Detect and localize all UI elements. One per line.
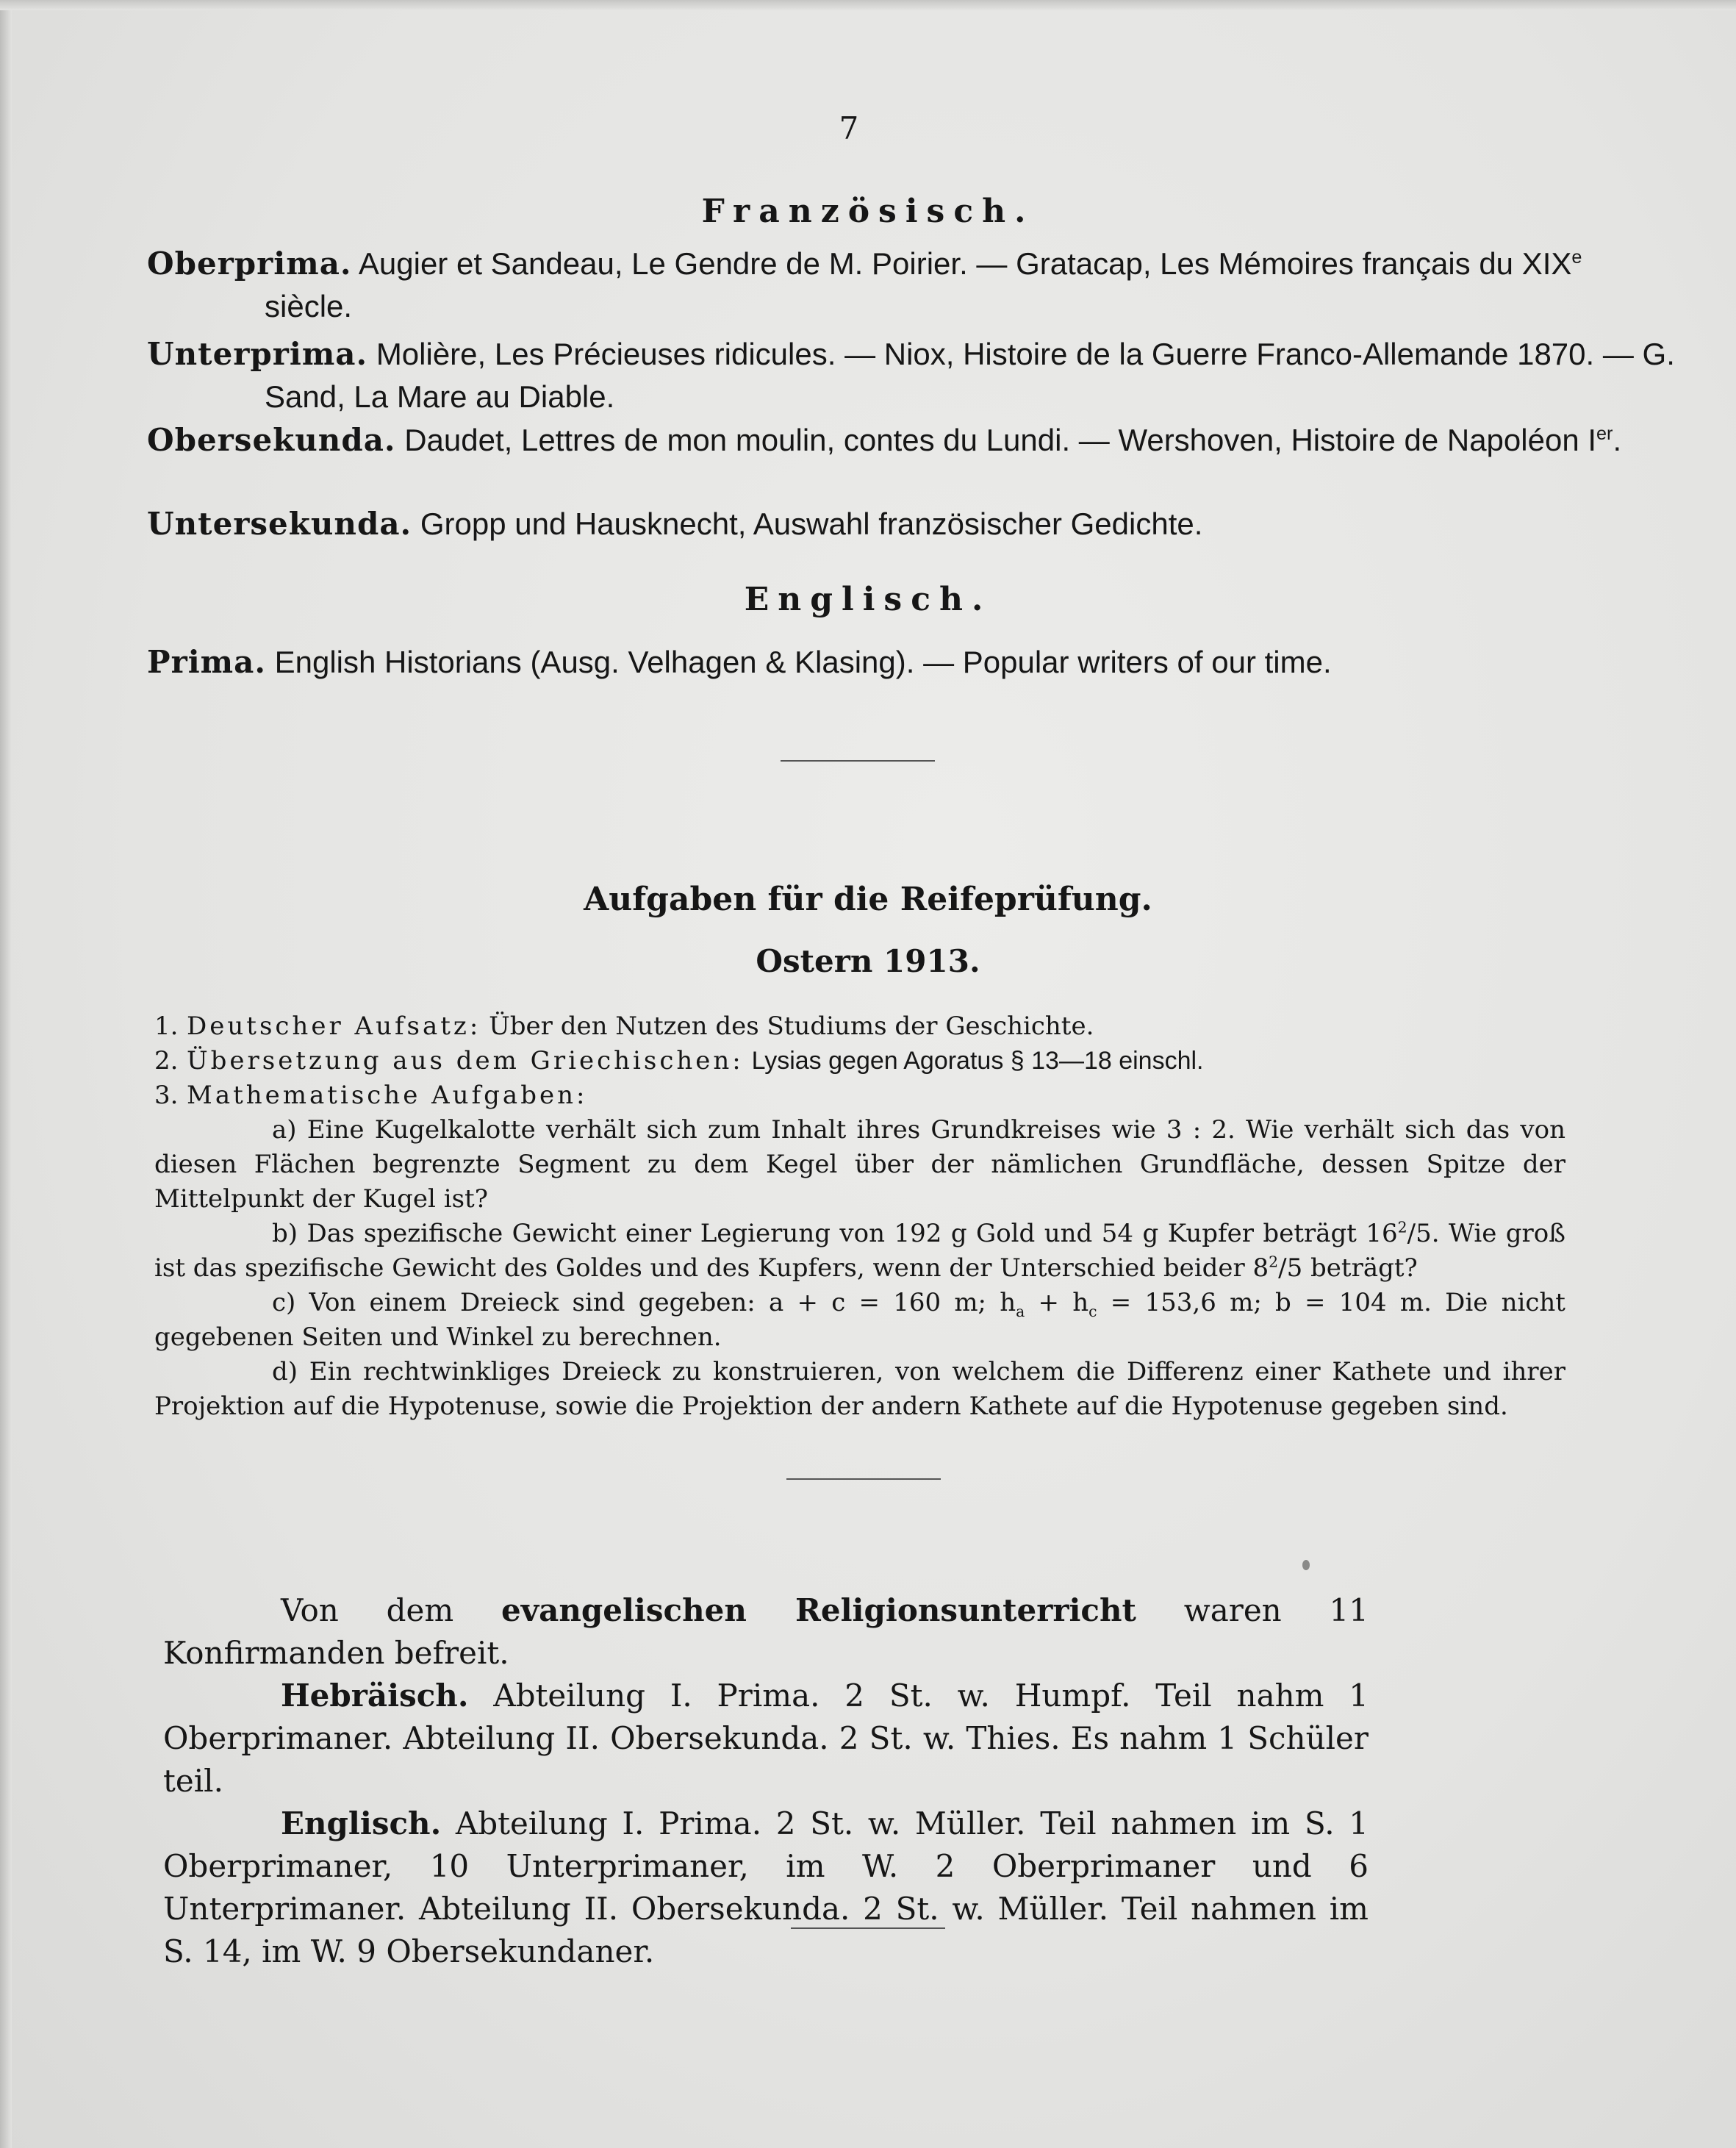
section-divider bbox=[781, 760, 935, 762]
task-b-frac2: 2 bbox=[1269, 1253, 1279, 1271]
entry-label: Obersekunda. bbox=[147, 422, 396, 458]
french-entry-untersekunda bbox=[147, 503, 1676, 545]
item-text: Lysias gegen Agoratus § 13—18 einschl. bbox=[751, 1047, 1204, 1075]
page-edge-left bbox=[0, 0, 12, 2148]
entry-tail: siècle. bbox=[265, 289, 353, 323]
english-heading: Englisch. bbox=[744, 581, 992, 618]
exam-item-1 bbox=[154, 1009, 1565, 1044]
item-label: Mathematische Aufgaben: bbox=[187, 1081, 588, 1110]
religion-pre: Von dem bbox=[281, 1592, 501, 1628]
exam-item-3 bbox=[154, 1078, 1565, 1113]
task-c-post: = 153,6 m; b = 104 m. Die nicht gegebenen Seiten und Winkel zu berechnen. bbox=[154, 1288, 1565, 1352]
religion-bold: evangelischen Religionsunterricht bbox=[501, 1592, 1136, 1628]
exam-task-list bbox=[154, 1009, 1565, 1424]
hebrew-text: Abteilung I. Prima. 2 St. w. Humpf. Teil nahm 1 Oberprimaner. Abteilung II. Obersekunda. 2 St. w. Thies. Es nahm 1 Schüler teil. bbox=[163, 1678, 1369, 1799]
closing-notes bbox=[163, 1589, 1369, 1973]
hebrew-label: Hebräisch. bbox=[281, 1678, 469, 1714]
entry-sup: e bbox=[1571, 247, 1582, 268]
math-task-c bbox=[154, 1286, 1565, 1355]
math-task-b bbox=[154, 1217, 1565, 1286]
entry-text: Molière, Les Précieuses ridicules. — Niox, Histoire de la Guerre Franco-Allemande 1870. — G. Sand, La Mare au Diable. bbox=[265, 337, 1675, 414]
entry-label: Oberprima. bbox=[147, 246, 352, 282]
task-b-frac2-den: /5 bbox=[1278, 1253, 1303, 1283]
exam-subheading: Ostern 1913. bbox=[756, 943, 980, 979]
french-entry-unterprima bbox=[147, 333, 1676, 418]
section-divider bbox=[791, 1927, 945, 1929]
task-b-post: beträgt? bbox=[1302, 1253, 1418, 1283]
item-number: 1. bbox=[154, 1012, 179, 1041]
entry-sup: er bbox=[1596, 423, 1613, 444]
task-b-pre: b) Das spezifische Gewicht einer Legierung von 192 g Gold und 54 g Kupfer beträgt 16 bbox=[272, 1219, 1398, 1248]
french-heading: Französisch. bbox=[701, 193, 1035, 230]
task-b-mid: . Wie groß ist das spezifische Gewicht des Goldes und des Kupfers, wenn der Unterschied beider 8 bbox=[154, 1219, 1565, 1283]
religion-post: waren 11 Konfirmanden befreit. bbox=[163, 1592, 1369, 1671]
item-number: 2. bbox=[154, 1046, 179, 1075]
hebrew-note bbox=[163, 1675, 1369, 1802]
entry-text: English Historians (Ausg. Velhagen & Klasing). — Popular writers of our time. bbox=[274, 645, 1332, 679]
english-text: Abteilung I. Prima. 2 St. w. Müller. Teil nahmen im S. 1 Oberprimaner, 10 Unterprimaner, im W. 2 Oberprimaner und 6 Unterprimaner. Abteilung II. Obersekunda. 2 St. w. Müller. Teil nahmen im S. 14, im W. 9 Obersekundaner. bbox=[163, 1805, 1369, 1969]
task-b-frac1-den: /5 bbox=[1407, 1219, 1432, 1248]
item-text: Über den Nutzen des Studiums der Geschichte. bbox=[489, 1012, 1094, 1041]
english-entry-prima bbox=[147, 641, 1676, 684]
math-task-a: a) Eine Kugelkalotte verhält sich zum Inhalt ihres Grundkreises wie 3 : 2. Wie verhält sich das von diesen Flächen begrenzte Segment zu dem Kegel über der nämlichen Grundfläche, dessen Spitze der Mittelpunkt der Kugel ist? bbox=[154, 1115, 1565, 1214]
english-label: Englisch. bbox=[281, 1805, 442, 1841]
english-note bbox=[163, 1802, 1369, 1973]
item-label: Deutscher Aufsatz: bbox=[187, 1012, 481, 1041]
entry-text: Daudet, Lettres de mon moulin, contes du Lundi. — Wershoven, Histoire de Napoléon I bbox=[404, 423, 1597, 457]
entry-label: Untersekunda. bbox=[147, 506, 412, 542]
exam-heading: Aufgaben für die Reifeprüfung. bbox=[584, 881, 1152, 918]
french-entry-obersekunda bbox=[147, 419, 1676, 462]
page-number: 7 bbox=[839, 110, 859, 146]
task-c-mid: + h bbox=[1025, 1288, 1089, 1317]
entry-text: Gropp und Hausknecht, Auswahl französischer Gedichte. bbox=[420, 506, 1203, 541]
task-c-sub-a: a bbox=[1016, 1302, 1025, 1320]
religion-note bbox=[163, 1589, 1369, 1675]
entry-tail: . bbox=[1613, 423, 1622, 457]
page-edge-top bbox=[0, 0, 1736, 10]
item-label: Übersetzung aus dem Griechischen: bbox=[187, 1046, 744, 1075]
task-b-frac1: 2 bbox=[1397, 1218, 1407, 1236]
item-number: 3. bbox=[154, 1081, 179, 1110]
entry-text: Augier et Sandeau, Le Gendre de M. Poirier. — Gratacap, Les Mémoires français du XIX bbox=[358, 246, 1572, 281]
entry-label: Prima. bbox=[147, 644, 266, 680]
exam-item-2 bbox=[154, 1044, 1565, 1078]
math-task-d: d) Ein rechtwinkliges Dreieck zu konstruieren, von welchem die Differenz einer Kathete und ihrer Projektion auf die Hypotenuse, sowie die Projektion der andern Kathete auf die Hypotenuse gegeben sind. bbox=[154, 1357, 1565, 1421]
ink-speck bbox=[1302, 1560, 1310, 1570]
task-c-pre: c) Von einem Dreieck sind gegeben: a + c = 160 m; h bbox=[272, 1288, 1016, 1317]
entry-label: Unterprima. bbox=[147, 336, 368, 372]
french-entry-oberprima bbox=[147, 243, 1676, 328]
section-divider bbox=[786, 1478, 941, 1480]
task-c-sub-c: c bbox=[1088, 1302, 1097, 1320]
